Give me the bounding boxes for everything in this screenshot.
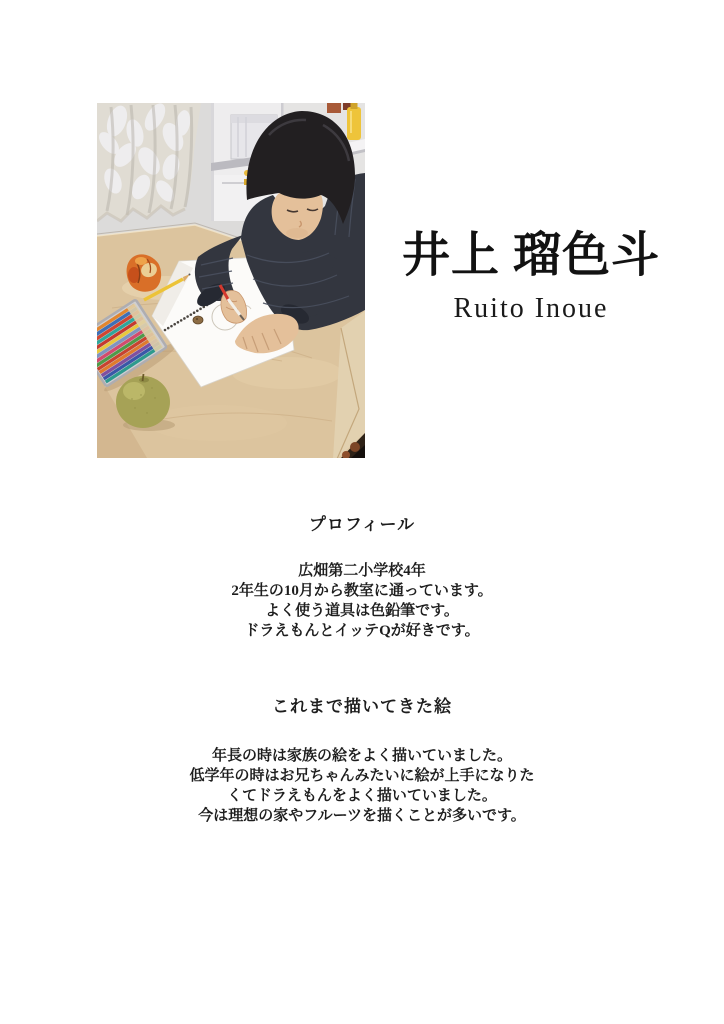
works-line: 年長の時は家族の絵をよく描いていました。 xyxy=(211,748,512,764)
works-text xyxy=(0,746,724,826)
lace-curtain xyxy=(97,103,201,221)
works-line: 低学年の時はお兄ちゃんみたいに絵が上手になりた xyxy=(189,768,535,784)
profile-text xyxy=(0,561,724,641)
works-line: くてドラえもんをよく描いていました。 xyxy=(227,788,497,804)
yellow-bottle xyxy=(347,103,361,140)
profile-heading: プロフィール xyxy=(308,515,416,534)
photo-illustration xyxy=(97,103,365,458)
name-block xyxy=(365,228,697,325)
works-line: 今は理想の家やフルーツを描くことが多いです。 xyxy=(198,808,526,824)
name-kanji: 井上 瑠色斗 xyxy=(401,229,660,282)
profile-line: よく使う道具は色鉛筆です。 xyxy=(265,603,459,619)
profile-line: 広畑第二小学校4年 xyxy=(298,563,426,579)
works-heading: これまで描いてきた絵 xyxy=(272,697,452,716)
works-section xyxy=(0,692,724,826)
profile-line: 2年生の10月から教室に通っています。 xyxy=(231,583,493,599)
profile-section xyxy=(0,510,724,641)
profile-line: ドラえもんとイッテQが好きです。 xyxy=(244,623,480,639)
face-shading xyxy=(286,228,308,238)
walnut-object xyxy=(193,316,203,324)
photo-figure xyxy=(97,103,365,458)
name-romaji: Ruito Inoue xyxy=(453,293,609,324)
